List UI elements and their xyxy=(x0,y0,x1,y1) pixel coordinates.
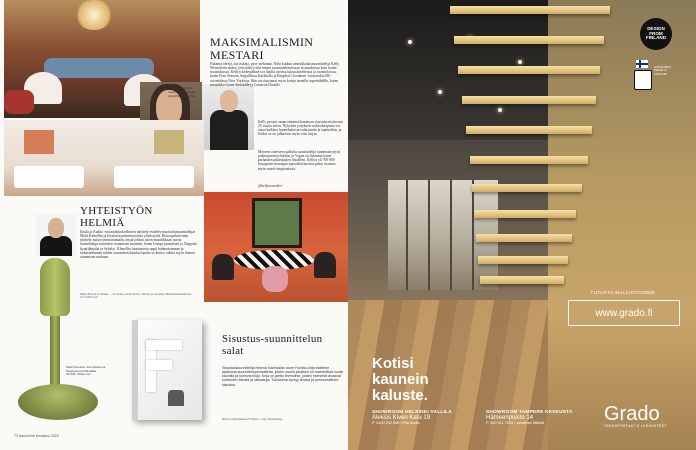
candle-holder-stem xyxy=(50,316,60,386)
candle-holder-caption: Matti Klenellin suunnittelema Nappula-kynttilänjalka 35,90€, iittala.com. xyxy=(66,365,106,377)
sisustus-heading: Sisustus-suunnittelun salat xyxy=(222,333,323,357)
stair-step xyxy=(480,276,564,284)
dining-room-photo xyxy=(204,192,348,302)
candle-holder-base xyxy=(18,384,98,420)
grado-logo xyxy=(604,404,667,428)
stair-step xyxy=(466,126,592,134)
stair-step xyxy=(450,6,610,14)
stair-step xyxy=(458,66,600,74)
grado-url-box[interactable]: www.grado.fi xyxy=(568,300,680,326)
portrait-caption: Kelly Wearstler on rakentanut imperialla ympäriinsa tunnetuin. xyxy=(168,86,196,98)
stair-step xyxy=(472,184,582,192)
showroom-helsinki-phone: P. 0400 202 606 / Piia Ahola xyxy=(372,421,420,425)
maksimalismin-paragraph-3: Moneen otteeseen palkittu suunnittelija tunnetaan myös pukeutumistyylistään, ja Vogue on listannut hänet parhaiden pukeutujien listalleen. Kellyn yli 700 000 Instagram-seuraajaa saavatkin kuvista paitsi sisustus- myös muoti-inspiraatiota. xyxy=(258,150,341,171)
book-spine xyxy=(132,320,138,420)
yhteistyon-caption: Matti Klenell ja Iittala — 10 vuotta suunnittelua, Iittalan ja Arabian Muotoilukeskuksessa 15.3.2020 asti. xyxy=(80,292,192,300)
key-icon xyxy=(634,70,652,90)
key-flag-text: AVAINLIPPU MADE IN FINLAND xyxy=(654,65,672,76)
slogan-line-3: kaluste. xyxy=(372,386,428,404)
grado-tagline: TERASPORTAAT & LASIKAITEET xyxy=(604,424,667,428)
matti-klenell-photo xyxy=(36,214,76,256)
page-folio: 72 Aamulehti Kesäkuu 2020 xyxy=(14,434,59,438)
bedroom-photo xyxy=(4,120,204,196)
badge-text: DESIGN FROM FINLAND xyxy=(645,25,667,41)
instagram-handle: @kellywearstler xyxy=(258,184,283,188)
slogan-line-2: kaunein xyxy=(372,370,429,388)
showroom-helsinki-name: SHOWROOM HELSINKI VALLILA xyxy=(372,410,452,415)
slogan-line-1: Kotisi xyxy=(372,355,414,372)
finland-flag-icon xyxy=(636,60,648,68)
sisustus-paragraph: Sisustussuunnittelija Helena Karihkalan tuore Funktio-kirja esittelee ajattomia suunnitteluperiaatteita, joiden avulla jokaisen on mahdollista luoda kauniita ja toimivia tiloja. Kirja on jaettu teemoihin, joiden esimerkit avaavat kohteiden ideoita ja ratkaisuja. Tuloksena syntyy ilmava ja persoonallinen sisustus. xyxy=(222,366,343,387)
stair-step xyxy=(470,156,588,164)
tutustu-label: TUTUSTU MALLISTOOMME xyxy=(590,290,656,295)
ad-slogan xyxy=(372,356,482,403)
stair-step xyxy=(454,36,604,44)
maksimalismin-heading: MAKSIMALISMIN MESTARI xyxy=(210,35,314,63)
design-from-finland-badge xyxy=(640,18,672,50)
stair-step xyxy=(476,234,572,242)
grado-wordmark: Grado xyxy=(604,403,660,425)
candle-holder-top xyxy=(40,258,70,316)
showroom-tampere-address: Hämeenpuisto 14 xyxy=(486,415,534,421)
stair-step xyxy=(462,96,596,104)
showroom-tampere-phone: P. 040 511 7803 / Jonathan Mäkilä xyxy=(486,421,544,425)
showroom-tampere xyxy=(486,410,573,425)
book-f-letter xyxy=(146,340,184,392)
stair-step xyxy=(474,210,576,218)
showroom-helsinki xyxy=(372,410,452,425)
designer-photo xyxy=(202,84,254,150)
sisustus-caption: Helena Karihkalan Funktio, Cozy Publishing. xyxy=(222,417,283,421)
showroom-helsinki-address: Aleksis Kiven Katu 19 xyxy=(372,415,431,421)
maksimalismin-paragraph-2: Kelly perusti oman nimensä kantavan sisustusyrityksensä 25 vuotta sitten. Nykyään yrityksen verkkokaupasta voi ostaa kaikkea huonekaluista valaisimiin ja tapetteihin, ja lisäksi se on julkaissut myös viisi kirjaa. xyxy=(258,120,343,137)
yhteistyon-heading: YHTEISTYÖN HELMIÄ xyxy=(80,205,153,229)
showroom-tampere-name: SHOWROOM TAMPERE KESKUSTA xyxy=(486,410,573,415)
stair-step xyxy=(478,256,568,264)
maksimalismin-paragraph-1: Pukama värejä, ota riskejä, pysy uteliaana. Näin kuuluu amerikkalaissuunnittelija Kelly Wearstlerin motto, joka näkyy niin hänen suunnittelemissaan sisustuksissa kuin kodin sisustuksissa. Kellyn kädenjälkeä voi ihailla useissa luksushotelleissa ja ravintoloissa, kuten Four Seasons Anguillassa Karibialla ja Bergdorf Goodman -tavaratalon BG-ravintolassa New Yorkissa. Hän on sisustanut myös koteja monille supertähdille, kuten muusikko Gwen Stefanille ja Cameron Diazille. xyxy=(210,62,340,87)
yhteistyon-paragraph: Iittala ja Arabia -muotoilukokoelmien näyttely esittelee muotoilusuunnittelijat Matti Klenellin ja Iittalan kymmenvuotista yhteistyötä. Retrospektiivinen näyttely auttaa ymmärtämään, mistä johtuu sitten muodikkaan useita huonekaluja esineiden osaamisen tuotteita, kuten Lempi-juomalasit ja Nappula-kynttilänjalat ja Sybelyt. Klenellin tuotannosta oppii hahmottamaan ja tarkastelemaan niiden osaamisen kuinka lopulta se kertoo oikein myös hienon osaamisen mukaan. xyxy=(80,230,198,259)
book-chair-image xyxy=(168,390,184,406)
key-flag-symbol xyxy=(632,58,680,90)
